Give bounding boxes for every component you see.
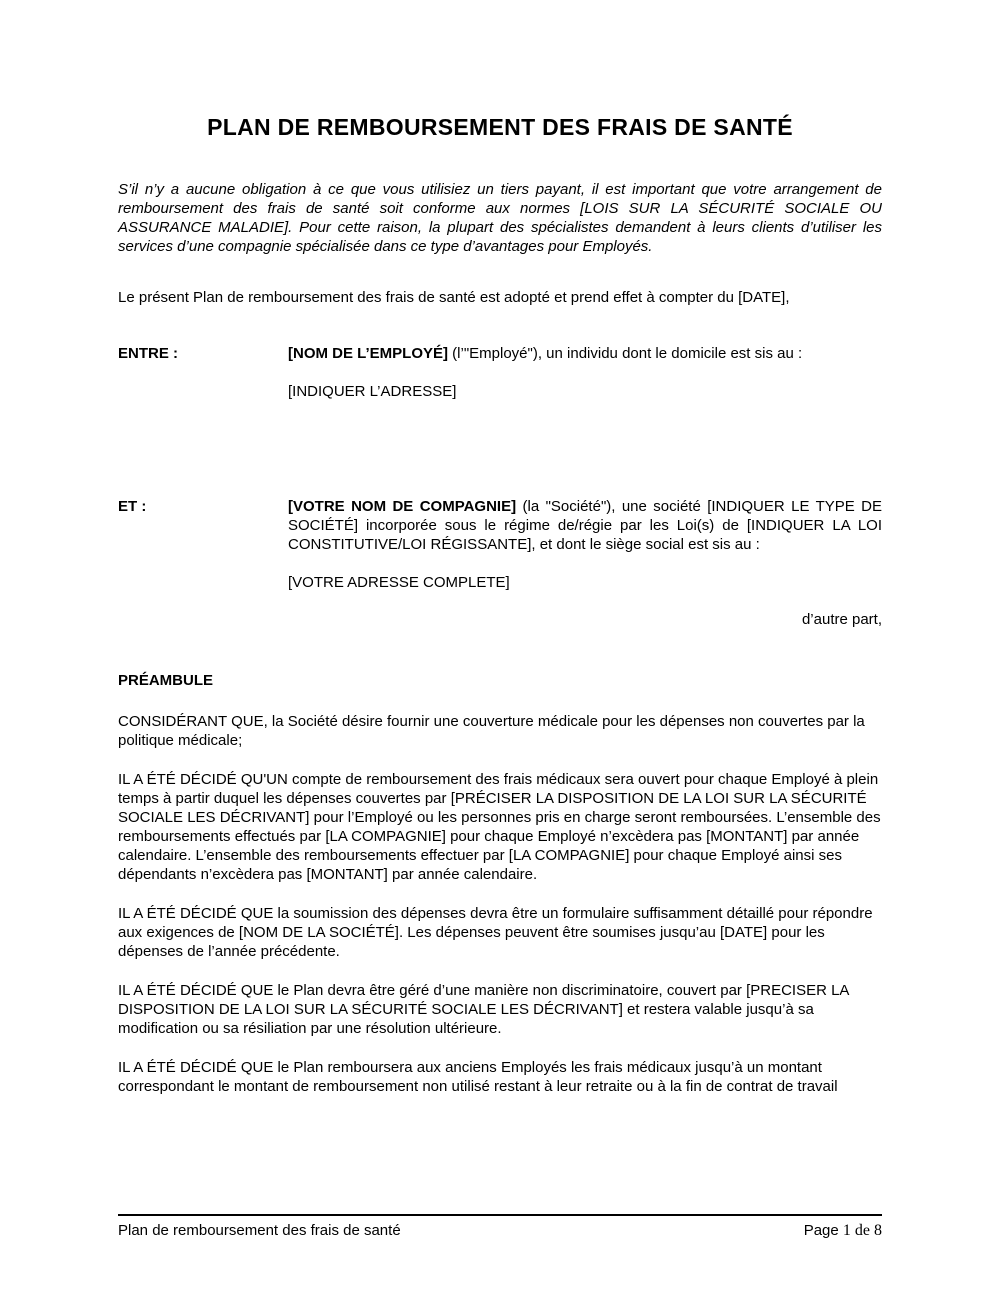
footer-document-title: Plan de remboursement des frais de santé bbox=[118, 1222, 401, 1239]
et-label: ET : bbox=[118, 498, 147, 515]
clause-gestion-plan: IL A ÉTÉ DÉCIDÉ QUE le Plan devra être géré d’une manière non discriminatoire, couvert par [PRECISER LA DISPOSITION DE LA LOI SUR LA SÉCURITÉ SOCIALE LES DÉCRIVANT] et restera valable jusqu’à sa modification ou sa résiliation par une résolution ultérieure. bbox=[118, 982, 849, 1037]
entre-party-row bbox=[118, 344, 882, 363]
et-party-text bbox=[288, 497, 882, 554]
entre-party-rest: (l’"Employé"), un individu dont le domicile est sis au : bbox=[448, 345, 803, 362]
et-party-name: [VOTRE NOM DE COMPAGNIE] bbox=[288, 498, 517, 515]
footer-page-label: Page bbox=[803, 1222, 843, 1239]
clause-considerant: CONSIDÉRANT QUE, la Société désire fournir une couverture médicale pour les dépenses non couvertes par la politique médicale; bbox=[118, 713, 865, 749]
et-party-row bbox=[118, 497, 882, 554]
clause-anciens-employes: IL A ÉTÉ DÉCIDÉ QUE le Plan remboursera aux anciens Employés les frais médicaux jusqu’à un montant correspondant le montant de remboursement non utilisé restant à leur retraite ou à la fin de contrat de travail bbox=[118, 1059, 838, 1095]
et-address-placeholder: [VOTRE ADRESSE COMPLETE] bbox=[288, 574, 510, 591]
clause-compte-remboursement: IL A ÉTÉ DÉCIDÉ QU'UN compte de remboursement des frais médicaux sera ouvert pour chaque Employé à plein temps à partir duquel les dépenses couvertes par [PRÉCISER LA DISPOSITION DE LA LOI SUR LA SÉCURITÉ SOCIALE LES DÉCRIVANT] pour l’Employé ou les personnes pris en charge seront remboursées. L’ensemble des remboursements effectués par [LA COMPAGNIE] pour chaque Employé n’excèdera pas [MONTANT] par année calendaire. L’ensemble des remboursements effectuer par [LA COMPAGNIE] pour chaque Employé ainsi ses dépendants n’excèdera pas [MONTANT] par année calendaire. bbox=[118, 771, 881, 883]
entre-address-placeholder: [INDIQUER L’ADRESSE] bbox=[288, 383, 457, 400]
document-title: PLAN DE REMBOURSEMENT DES FRAIS DE SANTÉ bbox=[207, 114, 793, 140]
entre-party-text bbox=[288, 344, 882, 363]
clause-soumission-depenses: IL A ÉTÉ DÉCIDÉ QUE la soumission des dépenses devra être un formulaire suffisamment détaillé pour répondre aux exigences de [NOM DE LA SOCIÉTÉ]. Les dépenses peuvent être soumises jusqu’au [DATE] pour les dépenses de l’année précédente. bbox=[118, 905, 873, 960]
dautre-part-line: d’autre part, bbox=[801, 611, 882, 628]
document-body bbox=[118, 0, 882, 1111]
intro-paragraph: S’il n’y a aucune obligation à ce que vous utilisiez un tiers payant, il est important que votre arrangement de remboursement des frais de santé soit conforme aux normes [LOIS SUR LA SÉCURITÉ SOCIALE OU ASSURANCE MALADIE]. Pour cette raison, la plupart des spécialistes demandent à leurs clients d’utiliser les services d’une compagnie spécialisée dans ce type d’avantages pour Employés. bbox=[118, 181, 882, 255]
footer-page-indicator bbox=[804, 1221, 882, 1240]
effective-date-line: Le présent Plan de remboursement des frais de santé est adopté et prend effet à compter du [DATE], bbox=[118, 289, 790, 306]
page-footer bbox=[118, 1214, 882, 1240]
entre-label: ENTRE : bbox=[118, 345, 178, 362]
et-party-rest: (la "Société"), une société [INDIQUER LE TYPE DE SOCIÉTÉ] incorporée sous le régime de/régie par les Loi(s) de [INDIQUER LA LOI CONSTITUTIVE/LOI RÉGISSANTE], et dont le siège social est sis au : bbox=[288, 498, 882, 553]
entre-party-name: [NOM DE L’EMPLOYÉ] bbox=[288, 345, 449, 362]
preambule-heading: PRÉAMBULE bbox=[118, 672, 214, 689]
footer-page-number: 1 de 8 bbox=[842, 1222, 882, 1239]
